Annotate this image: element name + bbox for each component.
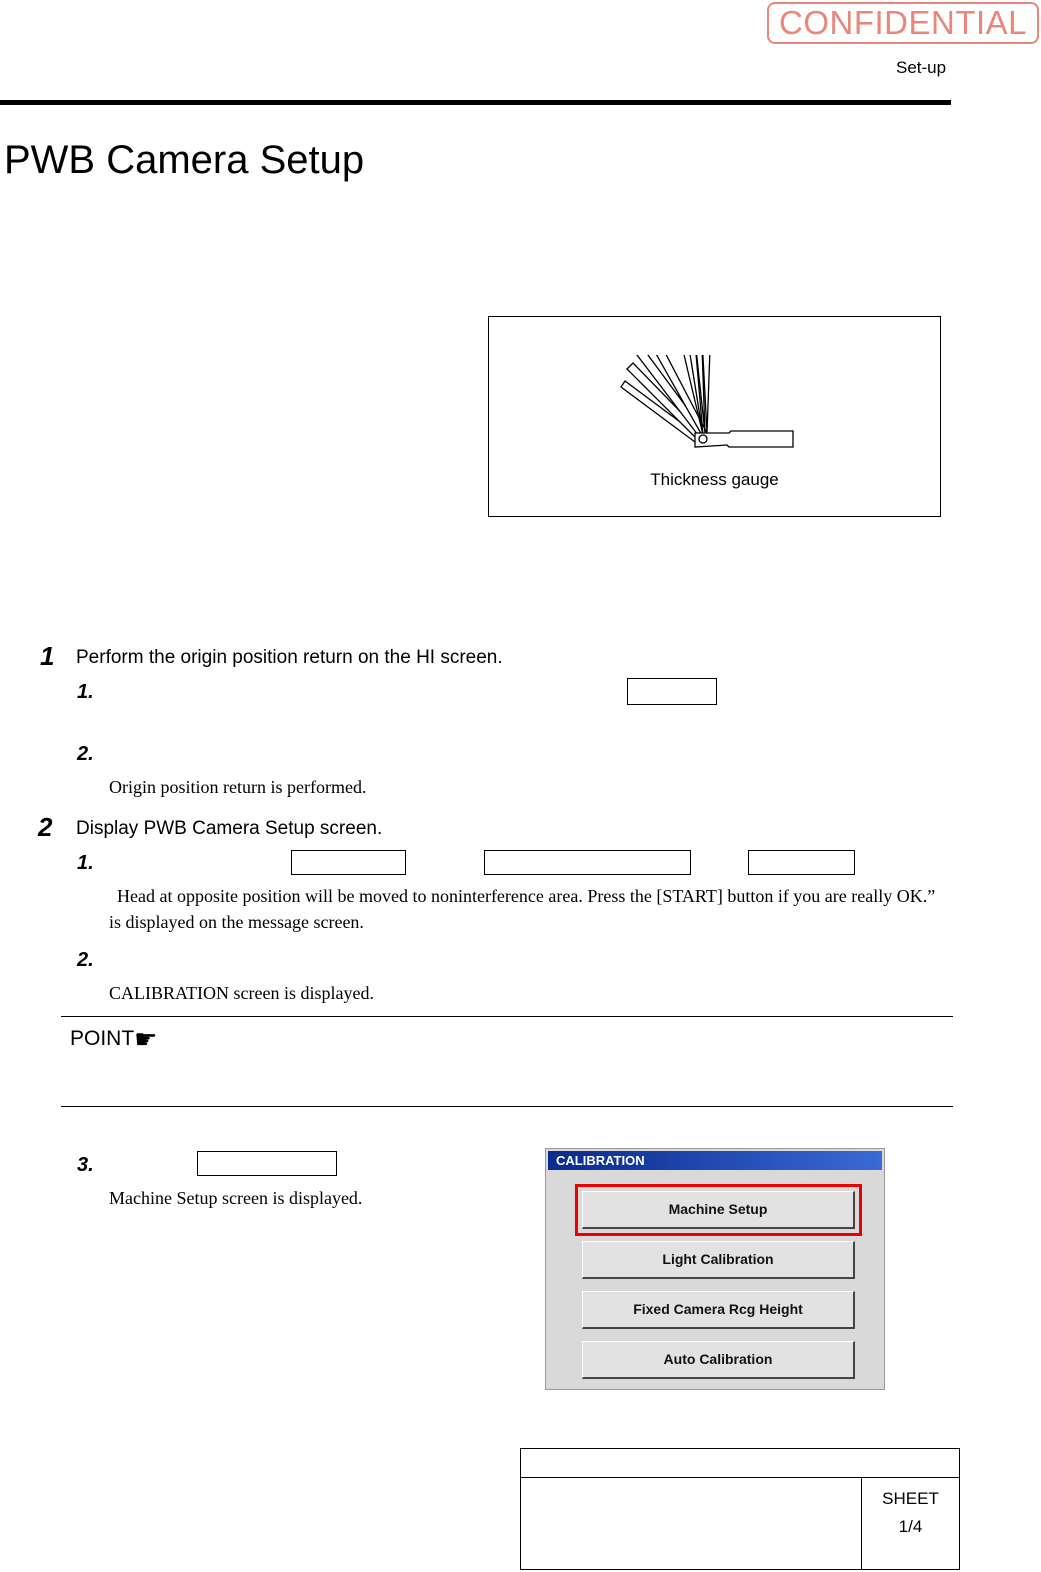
substep-number: 2. <box>77 949 94 971</box>
page-title: PWB Camera Setup <box>4 138 365 182</box>
fixed-camera-rcg-height-button[interactable]: Fixed Camera Rcg Height <box>582 1291 855 1329</box>
thickness-gauge-icon <box>619 355 799 455</box>
section-label: Set-up <box>896 58 947 77</box>
button-reference-box <box>484 850 691 875</box>
title-block <box>520 1448 960 1570</box>
point-label <box>70 1024 157 1055</box>
auto-calibration-button[interactable]: Auto Calibration <box>582 1341 855 1379</box>
substep-result: Machine Setup screen is displayed. <box>109 1188 363 1208</box>
sheet-label: SHEET <box>882 1489 939 1508</box>
substep-number: 2. <box>77 743 94 765</box>
title-block-rule <box>521 1477 959 1478</box>
substep-number: 1. <box>77 852 94 874</box>
substep-result: Origin position return is performed. <box>109 777 367 797</box>
step-number: 1 <box>40 641 55 671</box>
point-bottom-rule <box>61 1106 953 1107</box>
button-reference-box <box>197 1151 337 1176</box>
substep-result: CALIBRATION screen is displayed. <box>109 983 374 1003</box>
substep-number: 1. <box>77 681 94 703</box>
point-text: POINT <box>70 1027 135 1050</box>
button-reference-box <box>748 850 855 875</box>
light-calibration-button[interactable]: Light Calibration <box>582 1241 855 1279</box>
calibration-title-bar: CALIBRATION <box>548 1151 882 1170</box>
step-heading: Perform the origin position return on the HI screen. <box>76 647 503 668</box>
thickness-gauge-figure <box>488 316 941 517</box>
sheet-info <box>862 1485 959 1541</box>
step-heading: Display PWB Camera Setup screen. <box>76 818 383 839</box>
header-rule <box>0 100 951 105</box>
button-reference-box <box>627 678 717 705</box>
figure-caption: Thickness gauge <box>650 470 779 489</box>
machine-setup-button[interactable]: Machine Setup <box>582 1191 855 1229</box>
substep-number: 3. <box>77 1154 94 1176</box>
substep-result: is displayed on the message screen. <box>109 912 364 932</box>
calibration-screenshot <box>545 1148 885 1390</box>
confidential-stamp: CONFIDENTIAL <box>767 2 1039 44</box>
button-reference-box <box>291 850 406 875</box>
pointing-hand-icon: ☛ <box>134 1024 158 1054</box>
substep-result: Head at opposite position will be moved to noninterference area. Press the [START] button if you are really OK.” <box>117 886 936 906</box>
sheet-value: 1/4 <box>898 1517 923 1536</box>
step-number: 2 <box>38 812 53 842</box>
point-top-rule <box>61 1016 953 1017</box>
